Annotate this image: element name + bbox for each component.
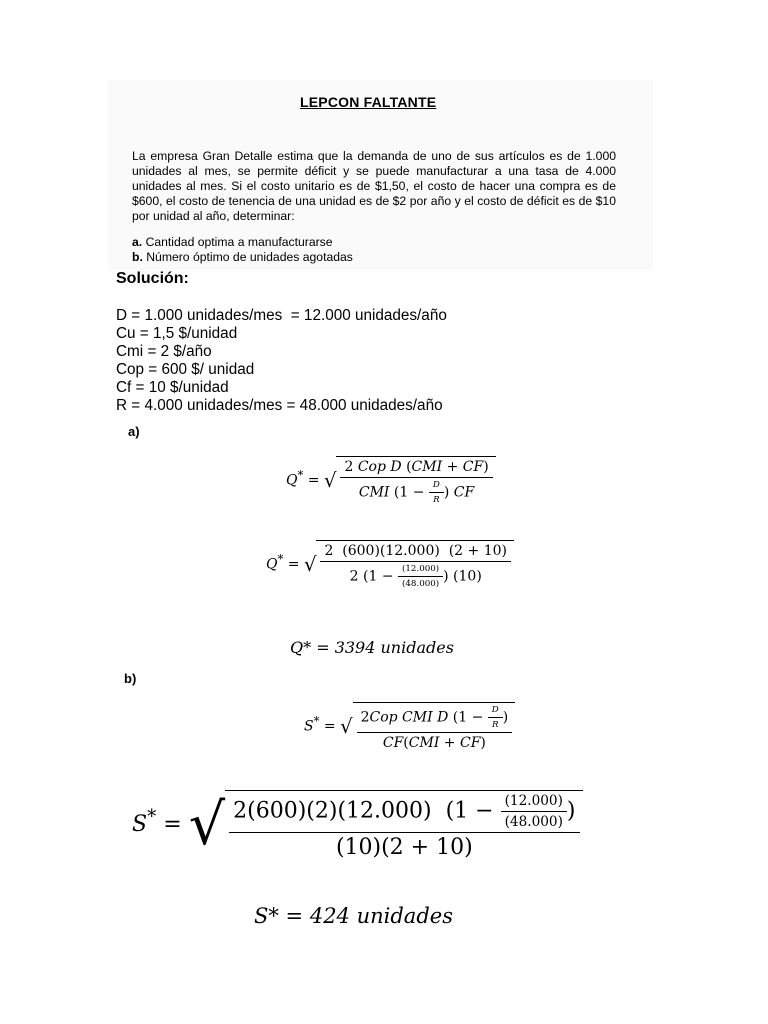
problem-statement: La empresa Gran Detalle estima que la demanda de uno de sus artículos es de 1.000 unidades al mes, se permite déficit y se puede manufacturar a una tasa de 4.000 unidades al mes. Si el costo unitario es de $1,50, el costo de hacer una compra es de $600, el costo de tenencia de una unidad es de $2 por año y el costo de déficit es de $10 por unidad al año, determinar: — [132, 149, 616, 223]
formula-s-symbolic: S* = √ 2Cop CMI D (1 − $\frac{D}{R}$ ) CF(CMI + CF) — [304, 702, 515, 751]
task-item-a: a. Cantidad optima a manufacturarse — [132, 235, 333, 249]
formula-q-symbolic: Q* = √ 2 Cop D (CMI + CF) CMI (1 − $\frac{D}{R}$ ) CF — [286, 456, 496, 505]
document-title: LEPCON FALTANTE — [300, 94, 437, 110]
data-line: R = 4.000 unidades/mes = 48.000 unidades/año — [116, 397, 443, 414]
data-line: Cop = 600 $/ unidad — [116, 361, 255, 378]
data-line: Cu = 1,5 $/unidad — [116, 325, 238, 342]
solution-heading: Solución: — [116, 270, 189, 287]
formula-q-numeric: Q* = √ 2 (600)(12.000) (2 + 10) 2 (1 − $\frac{(12.000)}{(48.000)}$ ) (10) — [266, 540, 514, 589]
data-line: Cmi = 2 $/año — [116, 343, 212, 360]
part-a-label: a) — [128, 424, 140, 439]
formula-s-numeric: S* = √ 2(600)(2)(12.000) (1 − $\frac{(12.000)}{(48.000)}$ ) (10)(2 + 10) — [132, 790, 583, 860]
data-line: D = 1.000 unidades/mes = 12.000 unidades/año — [116, 307, 447, 324]
task-item-b: b. Número óptimo de unidades agotadas — [132, 249, 353, 264]
s-result: S* = 424 unidades — [254, 904, 453, 928]
task-list — [132, 235, 353, 264]
q-result: Q* = 3394 unidades — [290, 638, 454, 657]
given-data — [116, 307, 447, 415]
part-b-label: b) — [124, 671, 137, 686]
data-line: Cf = 10 $/unidad — [116, 379, 229, 396]
